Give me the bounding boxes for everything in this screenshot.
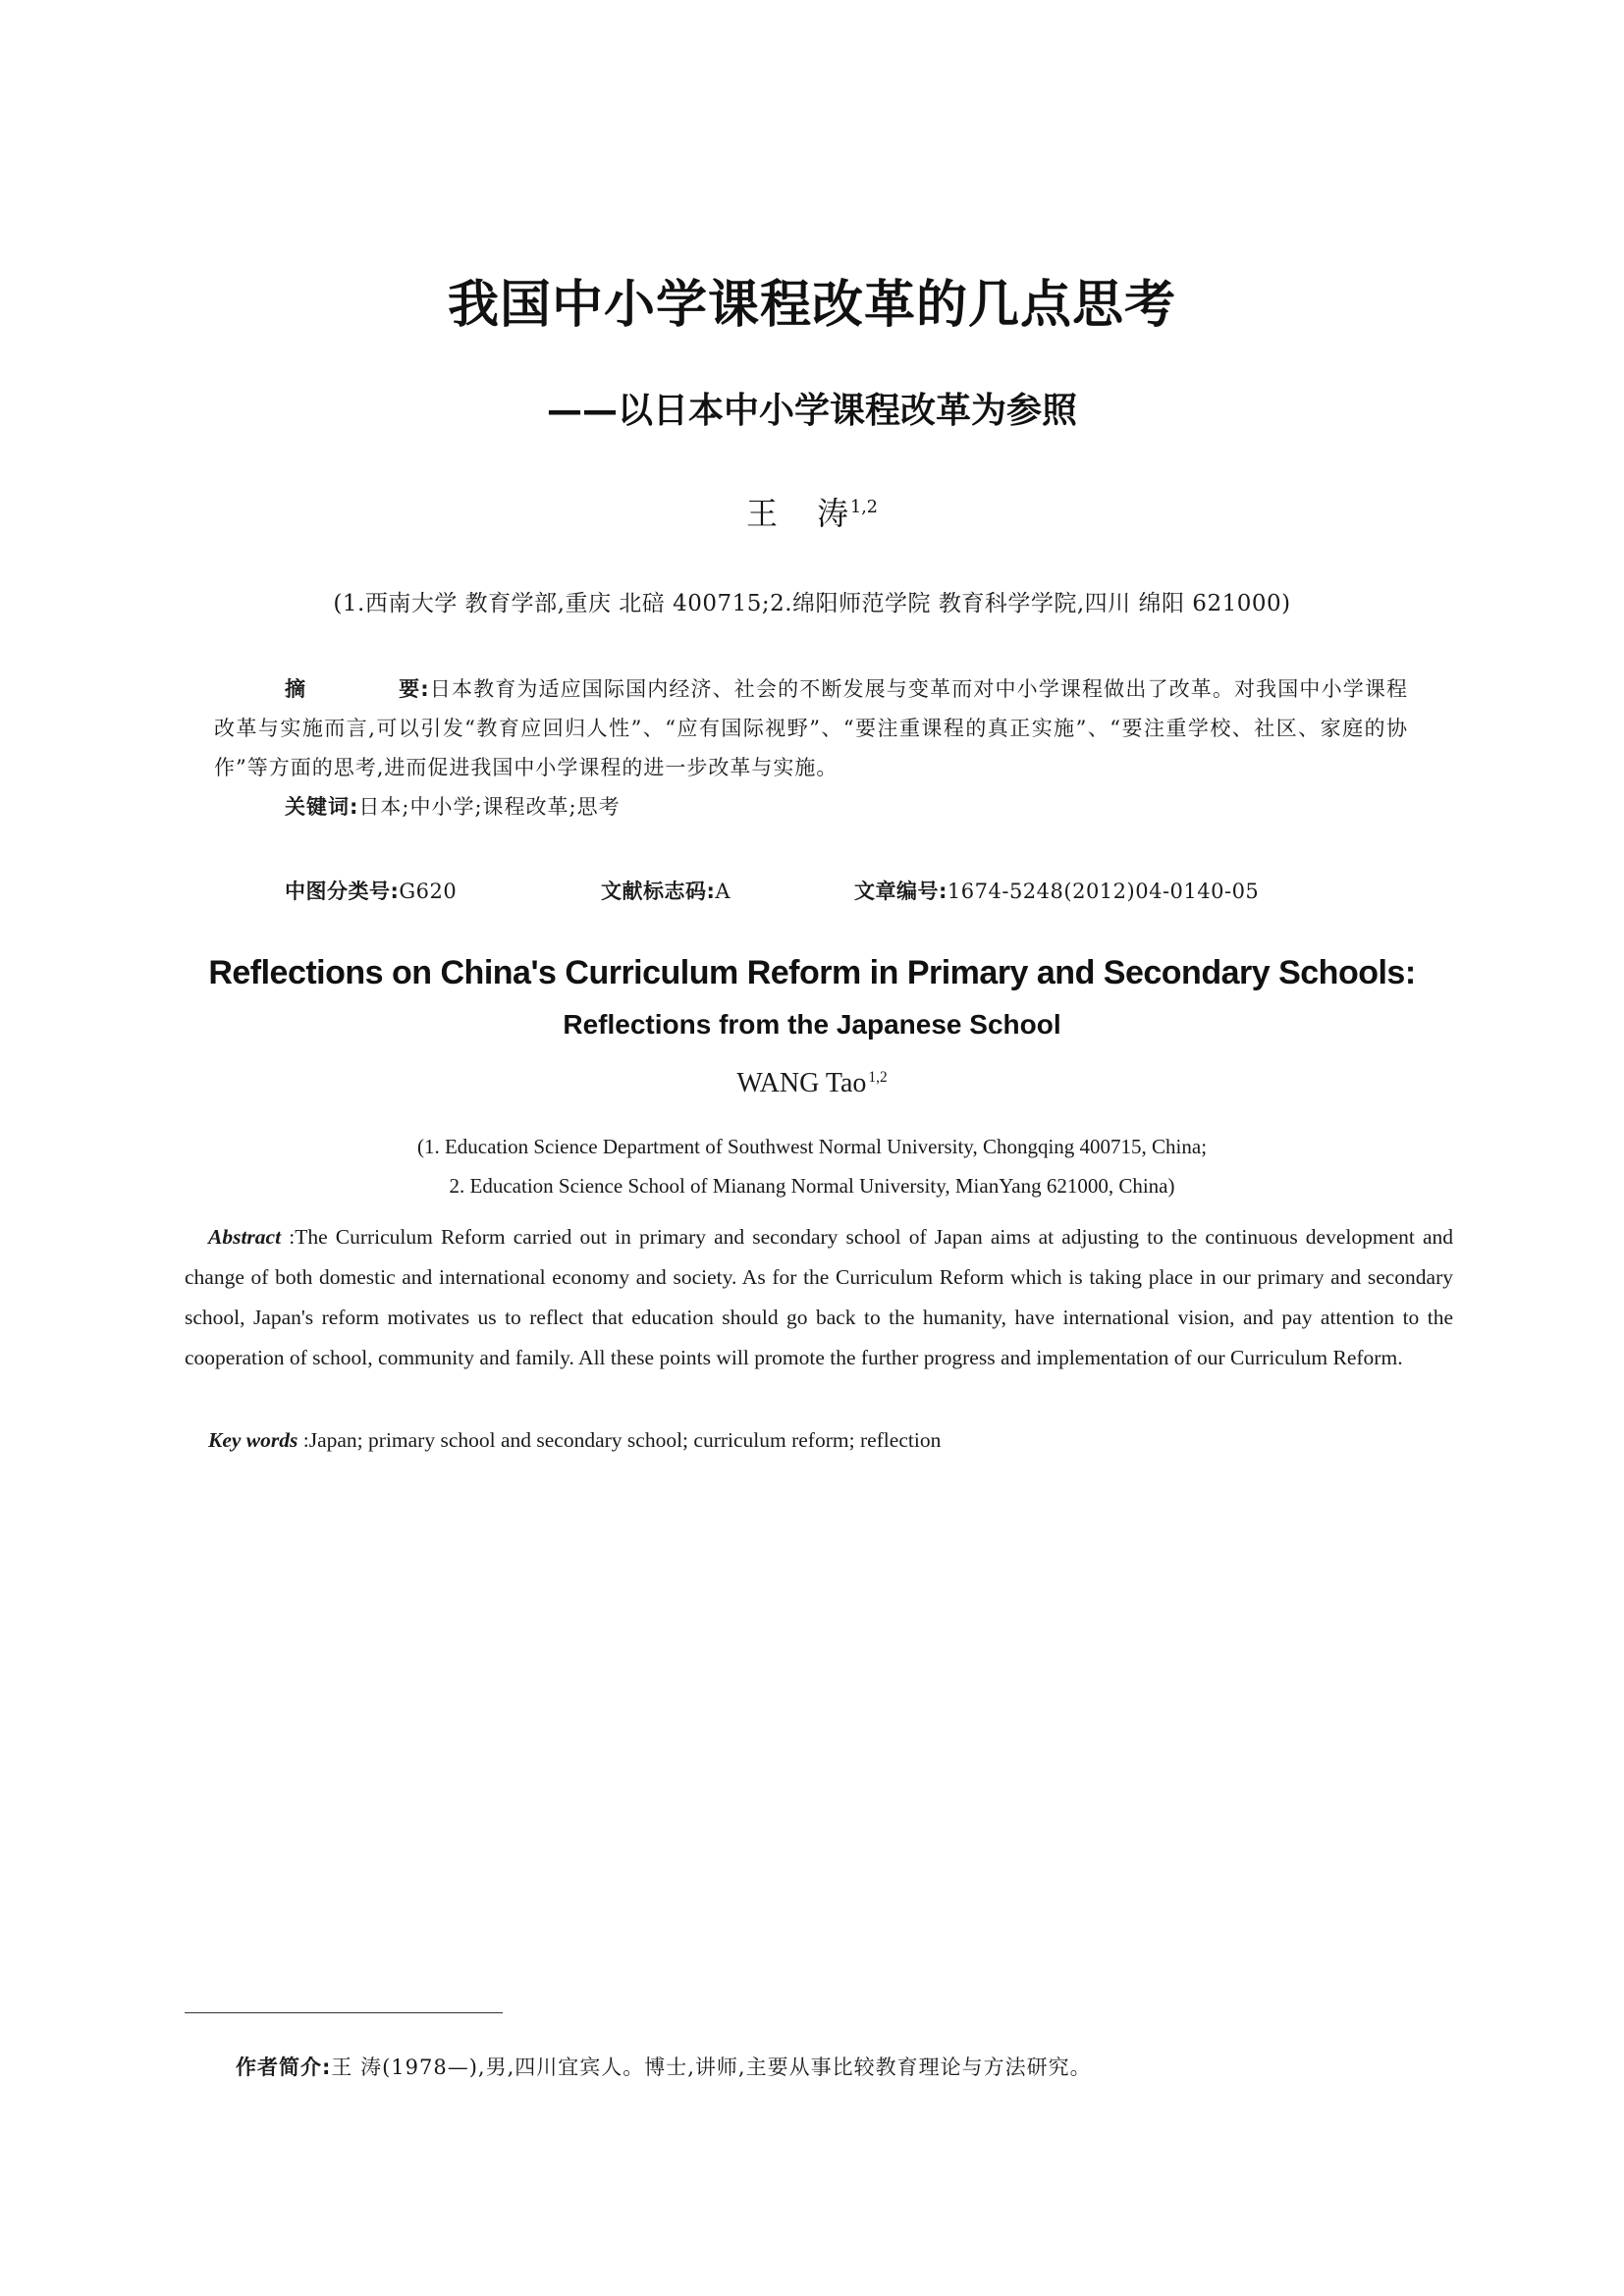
author-bio-text: 王 涛(1978—),男,四川宜宾人。博士,讲师,主要从事比较教育理论与方法研究。 bbox=[331, 2056, 1092, 2079]
author-affiliation-marker-en: 1,2 bbox=[868, 1068, 888, 1086]
clc-number-label: 中图分类号: bbox=[285, 880, 400, 903]
keywords-separator-en: : bbox=[302, 1428, 309, 1452]
author-bio-footnote bbox=[236, 2052, 1092, 2081]
clc-number-value: G620 bbox=[399, 880, 458, 903]
keywords-en bbox=[208, 1428, 941, 1453]
abstract-text-en: The Curriculum Reform carried out in primary and secondary school of Japan aims at adjusting to the continuous development and change of both domestic and international economy and society. As for the Curriculum Reform which is taking place in our primary and secondary school, Japan's reform motivates us to reflect that education should go back to the humanity, have international vision, and pay attention to the cooperation of school, community and family. All these points will promote the further progress and implementation of our Curriculum Reform. bbox=[185, 1225, 1454, 1369]
abstract-cn bbox=[214, 669, 1408, 787]
abstract-label-cn-2: 要: bbox=[399, 677, 430, 701]
paper-title-en: Reflections on China's Curriculum Reform in Primary and Secondary Schools: bbox=[208, 954, 1416, 991]
keywords-cn bbox=[285, 791, 621, 821]
article-id bbox=[854, 876, 1259, 905]
article-id-label: 文章编号: bbox=[854, 880, 947, 903]
keywords-label-cn: 关键词: bbox=[285, 795, 359, 819]
keywords-label-en: Key words bbox=[208, 1428, 298, 1452]
author-name-cn bbox=[0, 489, 1624, 534]
document-code bbox=[601, 876, 731, 905]
author-name-en bbox=[0, 1068, 1624, 1099]
document-code-value: A bbox=[715, 880, 731, 903]
affiliation-en-line-1: (1. Education Science Department of Southwest Normal University, Chongqing 400715, China; bbox=[416, 1135, 1208, 1158]
document-code-label: 文献标志码: bbox=[601, 880, 716, 903]
keywords-text-cn: 日本;中小学;课程改革;思考 bbox=[358, 795, 621, 819]
author-affiliation-marker-cn: 1,2 bbox=[850, 498, 878, 518]
affiliation-cn: (1.西南大学 教育学部,重庆 北碚 400715;2.绵阳师范学院 教育科学学院,四川 绵阳 621000) bbox=[333, 591, 1291, 616]
abstract-text-cn: 日本教育为适应国际国内经济、社会的不断发展与变革而对中小学课程做出了改革。对我国中小学课程改革与实施而言,可以引发“教育应回归人性”、“应有国际视野”、“要注重课程的真正实施”、“要注重学校、社区、家庭的协作”等方面的思考,进而促进我国中小学课程的进一步改革与实施。 bbox=[214, 677, 1408, 779]
paper-subtitle-en: Reflections from the Japanese School bbox=[563, 1009, 1061, 1040]
author-bio-label: 作者简介: bbox=[236, 2056, 332, 2079]
author-surname-cn: 王 bbox=[745, 495, 778, 532]
article-id-value: 1674-5248(2012)04-0140-05 bbox=[947, 880, 1260, 903]
abstract-label-cn: 摘 bbox=[285, 677, 307, 701]
abstract-en bbox=[185, 1217, 1453, 1378]
keywords-text-en: Japan; primary school and secondary school; curriculum reform; reflection bbox=[308, 1428, 942, 1452]
paper-subtitle-cn: ——以日本中小学课程改革为参照 bbox=[546, 391, 1077, 431]
footnote-divider bbox=[185, 2012, 503, 2013]
author-given-cn: 涛 bbox=[817, 495, 849, 532]
abstract-separator-en: : bbox=[289, 1225, 296, 1249]
affiliation-en-line-2: 2. Education Science School of Mianang Normal University, MianYang 621000, China) bbox=[449, 1174, 1175, 1198]
clc-number bbox=[285, 876, 457, 905]
paper-title-cn: 我国中小学课程改革的几点思考 bbox=[447, 276, 1176, 335]
abstract-label-en: Abstract bbox=[208, 1225, 282, 1249]
author-name-en-text: WANG Tao bbox=[736, 1068, 867, 1098]
